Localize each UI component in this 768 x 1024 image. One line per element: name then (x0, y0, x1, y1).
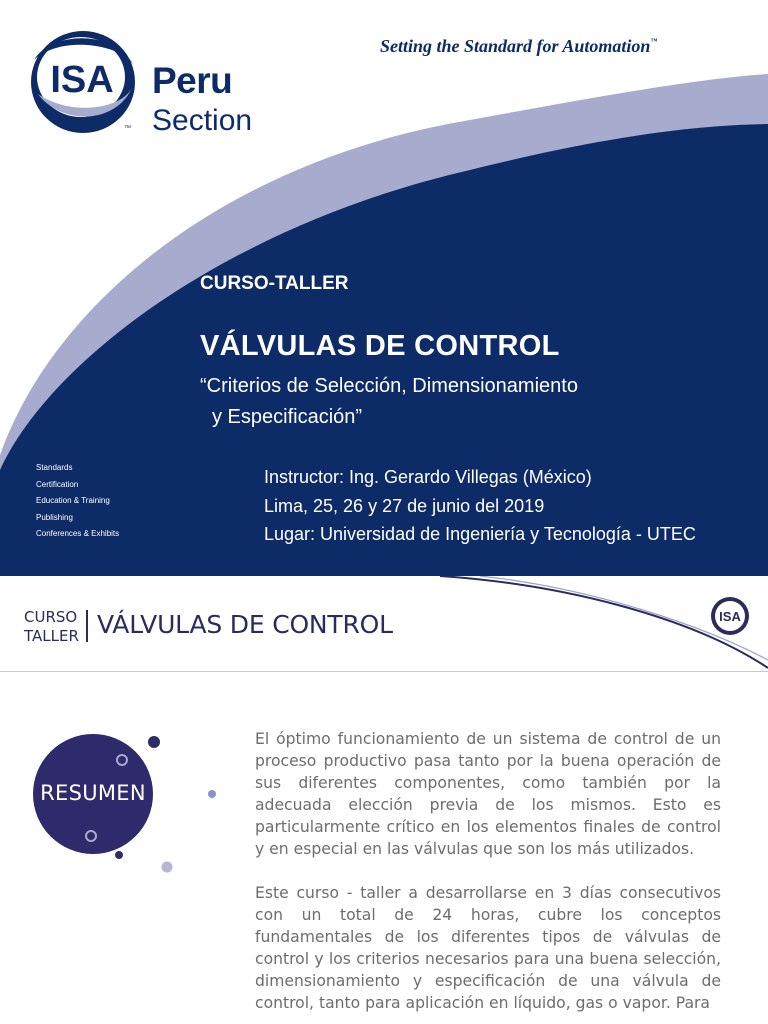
summary-paragraph-2: Este curso - taller a desarrollarse en 3 días consecutivos con un total de 24 horas, cubre los conceptos fundamentales de los diferentes tipos de válvulas de control y los criterios necesarios para una buena selección, dimensionamiento y especificación de una válvula de control, tanto para aplicación en líquido, gas o vapor. Para (255, 884, 721, 1012)
svg-text:ISA: ISA (50, 59, 114, 101)
isa-activities-list (36, 460, 119, 543)
course-details (264, 463, 696, 549)
logo-section-text: Section (152, 104, 253, 137)
isa-badge-icon (710, 596, 750, 636)
activity-item: Conferences & Exhibits (36, 529, 120, 538)
header-divider (0, 671, 768, 672)
activity-item: Certification (36, 479, 79, 489)
curso-taller-label: CURSO TALLER (24, 608, 79, 645)
activity-item: Publishing (36, 512, 73, 522)
header-title: VÁLVULAS DE CONTROL (97, 610, 393, 639)
logo-peru-text: Peru (152, 60, 233, 101)
activity-item: Standards (36, 463, 73, 472)
resumen-label: RESUMEN (40, 781, 146, 805)
summary-slide (0, 576, 768, 1024)
course-type: CURSO-TALLER (200, 273, 349, 294)
instructor-line: Instructor: Ing. Gerardo Villegas (México) (264, 467, 592, 487)
summary-paragraph-1: El óptimo funcionamiento de un sistema de control de un proceso productivo pasa tanto por la buena operación de sus diferentes componentes, como también por la adecuada elección previa de los mismos. Esto es particularmente crítico en los elementos finales de control y en especial en las válvulas que son los más utilizados. (255, 730, 721, 858)
course-title: VÁLVULAS DE CONTROL (200, 330, 560, 362)
course-subtitle (200, 371, 670, 433)
activity-item: Education & Training (36, 496, 110, 505)
header-divider-bar (86, 610, 88, 642)
venue-line: Lugar: Universidad de Ingeniería y Tecnología - UTEC (264, 524, 696, 544)
tagline: Setting the Standard for Automation™ (380, 36, 658, 56)
subtitle-line-1: “Criterios de Selección, Dimensionamiento (200, 375, 578, 397)
trademark: ™ (650, 37, 658, 45)
svg-text:ISA: ISA (719, 609, 741, 624)
dates-line: Lima, 25, 26 y 27 de junio del 2019 (264, 495, 545, 516)
subtitle-line-2: y Especificación” (212, 406, 363, 428)
summary-text (255, 728, 721, 1024)
svg-text:™: ™ (124, 125, 131, 132)
